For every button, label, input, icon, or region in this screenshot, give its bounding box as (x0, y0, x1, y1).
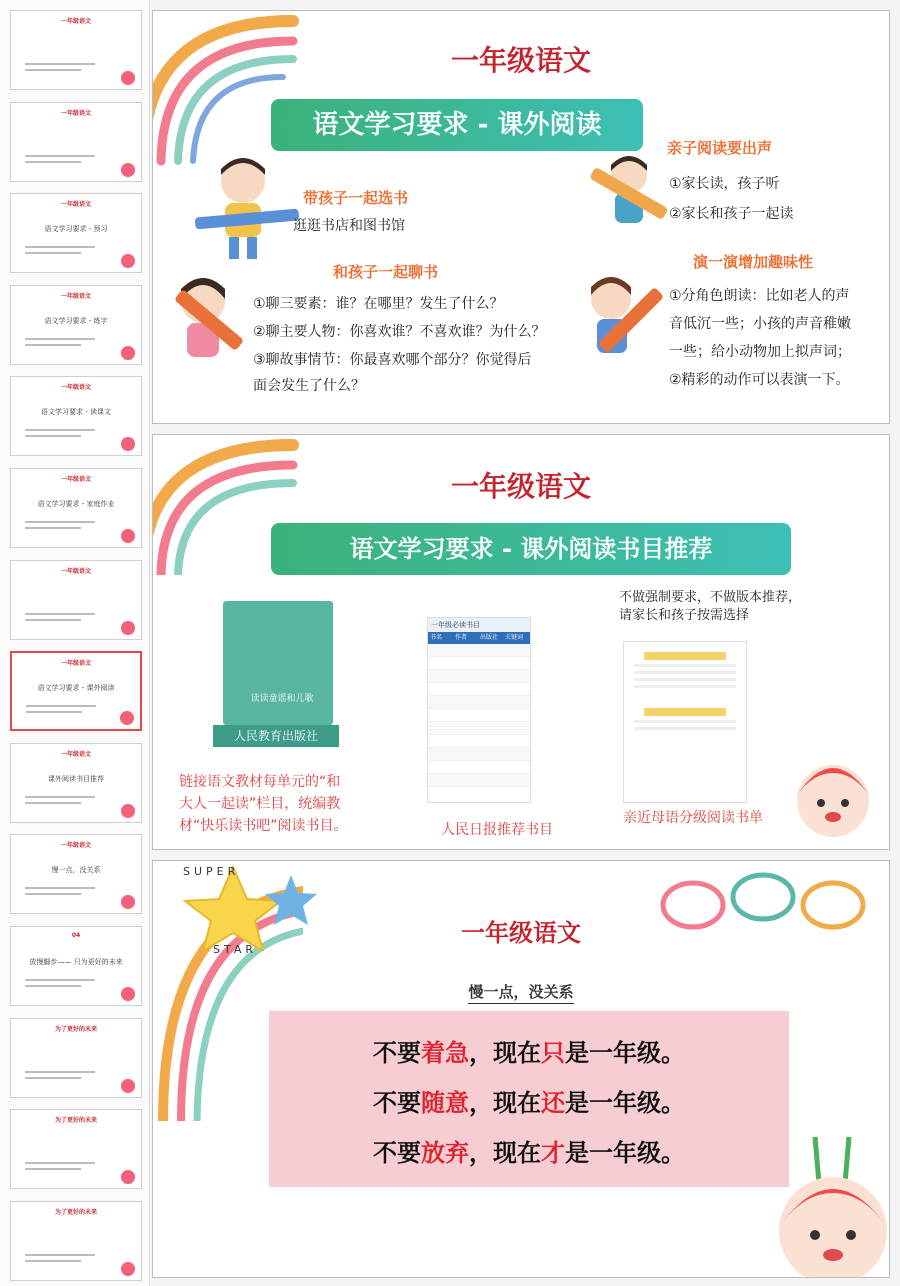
booklist-document (427, 617, 531, 803)
mascot-icon (121, 804, 135, 818)
thumbnail-text: 语文学习要求 - 练字 (44, 316, 108, 325)
heading-talk-books: 和孩子一起聊书 (333, 263, 439, 281)
read-aloud-item: ①家长读，孩子听 (669, 176, 780, 192)
cartoon-mascot-icon (783, 745, 883, 845)
caption-textbook: 链接语文教材每单元的“和 (179, 774, 341, 790)
thumbnail-title: 一年级语文 (60, 384, 91, 392)
act-out-item: 音低沉一些；小孩的声音稚嫩 (669, 316, 851, 332)
super-text: SUPER (183, 865, 240, 878)
mascot-icon (121, 895, 135, 909)
col-header: 作者 (455, 634, 468, 641)
thumbnail-title: 04 (71, 932, 81, 939)
slide-title: 一年级语文 (461, 918, 581, 947)
col-header: 书名 (430, 634, 443, 641)
slide-thumbnail[interactable] (10, 1109, 142, 1189)
list-row (428, 735, 530, 748)
note-line: 请家长和孩子按需选择 (619, 608, 750, 623)
slide-thumbnail[interactable] (10, 376, 142, 456)
note-line: 不做强制要求，不做版本推荐， (619, 590, 802, 605)
slide-thumbnail-rail[interactable] (0, 0, 150, 1286)
slide-thumbnail[interactable] (10, 10, 142, 90)
list-row (428, 670, 530, 683)
slide-title: 一年级语文 (450, 470, 591, 503)
thumbnail-text: 语文学习要求 - 预习 (44, 225, 108, 234)
thumbnail-title: 为了更好的未来 (54, 1025, 97, 1033)
col-header: 出版社 (480, 634, 499, 641)
list-row (428, 722, 530, 735)
read-aloud-item: ②家长和孩子一起读 (669, 206, 794, 222)
act-out-item: ①分角色朗读：比如老人的声 (669, 288, 850, 304)
message-line: 不要放弃，现在才是一年级。 (373, 1139, 685, 1167)
list-title: 一年级必读书目 (428, 618, 530, 632)
slide-thumbnail[interactable] (10, 285, 142, 365)
textbook-cover (213, 601, 335, 751)
slide-slow-down[interactable] (152, 860, 890, 1278)
caption-textbook: 大人一起读”栏目，统编教 (179, 796, 341, 812)
mascot-icon (121, 1170, 135, 1184)
act-out-item: 一些；给小动物加上拟声词； (669, 344, 851, 360)
slide-thumbnail[interactable] (10, 102, 142, 182)
message-panel (269, 1011, 789, 1187)
thumbnail-title: 为了更好的未来 (54, 1117, 97, 1125)
col-header: 关键词 (505, 634, 524, 641)
mascot-icon (121, 1079, 135, 1093)
thumbnail-text: 语文学习要求 - 读课文 (41, 408, 111, 417)
talk-item: ③聊故事情节：你最喜欢哪个部分？你觉得后 (253, 352, 532, 368)
list-row (428, 761, 530, 774)
mascot-icon (121, 987, 135, 1001)
list-rows (428, 644, 530, 787)
section-banner: 语文学习要求 - 课外阅读书目推荐 (271, 523, 791, 575)
thumbnail-title: 一年级语文 (60, 750, 91, 758)
heading-read-aloud: 亲子阅读要出声 (667, 139, 773, 157)
thumbnail-text: 放慢脚步—— 只为更好的未来 (29, 958, 123, 966)
slide-thumbnail[interactable] (10, 1201, 142, 1281)
thumbnail-text: 语文学习要求 - 家庭作业 (37, 500, 115, 508)
slide-thumbnail[interactable] (10, 834, 142, 914)
kid-with-pencil-icon (195, 151, 305, 271)
thumbnail-text: 语文学习要求 - 课外阅读 (37, 684, 115, 693)
heading-act-out: 演一演增加趣味性 (693, 253, 814, 271)
talk-item: ①聊三要素：谁？在哪里？发生了什么？ (253, 296, 504, 312)
kid-with-pencil-icon (571, 273, 671, 383)
list-row (428, 774, 530, 787)
section-banner: 语文学习要求 - 课外阅读 (271, 99, 643, 151)
list-row (428, 696, 530, 709)
list-row (428, 748, 530, 761)
text-visit-bookstore: 逛逛书店和图书馆 (293, 218, 405, 234)
mascot-icon (121, 529, 135, 543)
publisher-label: 人民教育出版社 (213, 725, 339, 747)
caption-textbook: 材“快乐读书吧”阅读书目。 (179, 818, 348, 834)
talk-item: 面会发生了什么？ (253, 378, 365, 394)
slide-thumbnail[interactable] (10, 1018, 142, 1098)
list-row (428, 683, 530, 696)
thumbnail-title: 一年级语文 (60, 476, 91, 483)
slide-thumbnail[interactable] (10, 743, 142, 823)
mascot-icon (121, 621, 135, 635)
slide-reading-requirements[interactable] (152, 10, 890, 424)
kid-with-pencil-icon (163, 273, 263, 393)
slide-title: 一年级语文 (450, 44, 591, 77)
slide-thumbnail[interactable] (10, 926, 142, 1006)
slide-thumbnail[interactable] (10, 193, 142, 273)
thumbnail-title: 一年级语文 (60, 660, 91, 668)
kid-with-pencil-icon (583, 151, 673, 251)
act-out-item: ②精彩的动作可以表演一下。 (669, 372, 850, 388)
message-line: 不要着急，现在只是一年级。 (373, 1039, 685, 1067)
star-text: STAR (213, 943, 258, 956)
heading-choose-books: 带孩子一起选书 (303, 189, 409, 207)
list-row (428, 644, 530, 657)
thumbnail-title: 一年级语文 (60, 109, 91, 117)
thumbnail-title: 一年级语文 (60, 18, 91, 25)
mascot-icon (121, 437, 135, 451)
caption-peoples-daily: 人民日报推荐书目 (441, 822, 553, 838)
message-line: 不要随意，现在还是一年级。 (373, 1089, 685, 1117)
slide-thumbnail[interactable] (10, 651, 142, 731)
cover-title: 读读童谣和儿歌 (250, 694, 314, 704)
thumbnail-text: 课外阅读书目推荐 (48, 774, 104, 783)
cover-art (223, 601, 333, 725)
thumbnail-text: 慢一点，没关系 (51, 866, 101, 875)
list-row (428, 657, 530, 670)
mascot-icon (120, 711, 134, 725)
mascot-icon (121, 1262, 135, 1276)
slide-thumbnail[interactable] (10, 468, 142, 548)
thumbnail-title: 一年级语文 (60, 567, 91, 575)
mascot-icon (121, 163, 135, 177)
subtitle: 慢一点，没关系 (153, 981, 889, 1002)
thumbnail-title: 一年级语文 (60, 292, 91, 300)
slide-thumbnail[interactable] (10, 560, 142, 640)
graded-reading-document (623, 641, 747, 803)
mascot-icon (121, 71, 135, 85)
cartoon-mascot-icon (763, 1131, 890, 1278)
list-row (428, 709, 530, 722)
talk-item: ②聊主要人物：你喜欢谁？不喜欢谁？为什么？ (253, 324, 546, 340)
mascot-icon (121, 346, 135, 360)
thumbnail-title: 一年级语文 (60, 201, 91, 209)
thumbnail-title: 一年级语文 (60, 842, 91, 850)
caption-graded-reading: 亲近母语分级阅读书单 (623, 810, 763, 826)
mascot-icon (121, 254, 135, 268)
slide-reading-booklist[interactable] (152, 434, 890, 850)
thumbnail-title: 为了更好的未来 (54, 1208, 97, 1216)
